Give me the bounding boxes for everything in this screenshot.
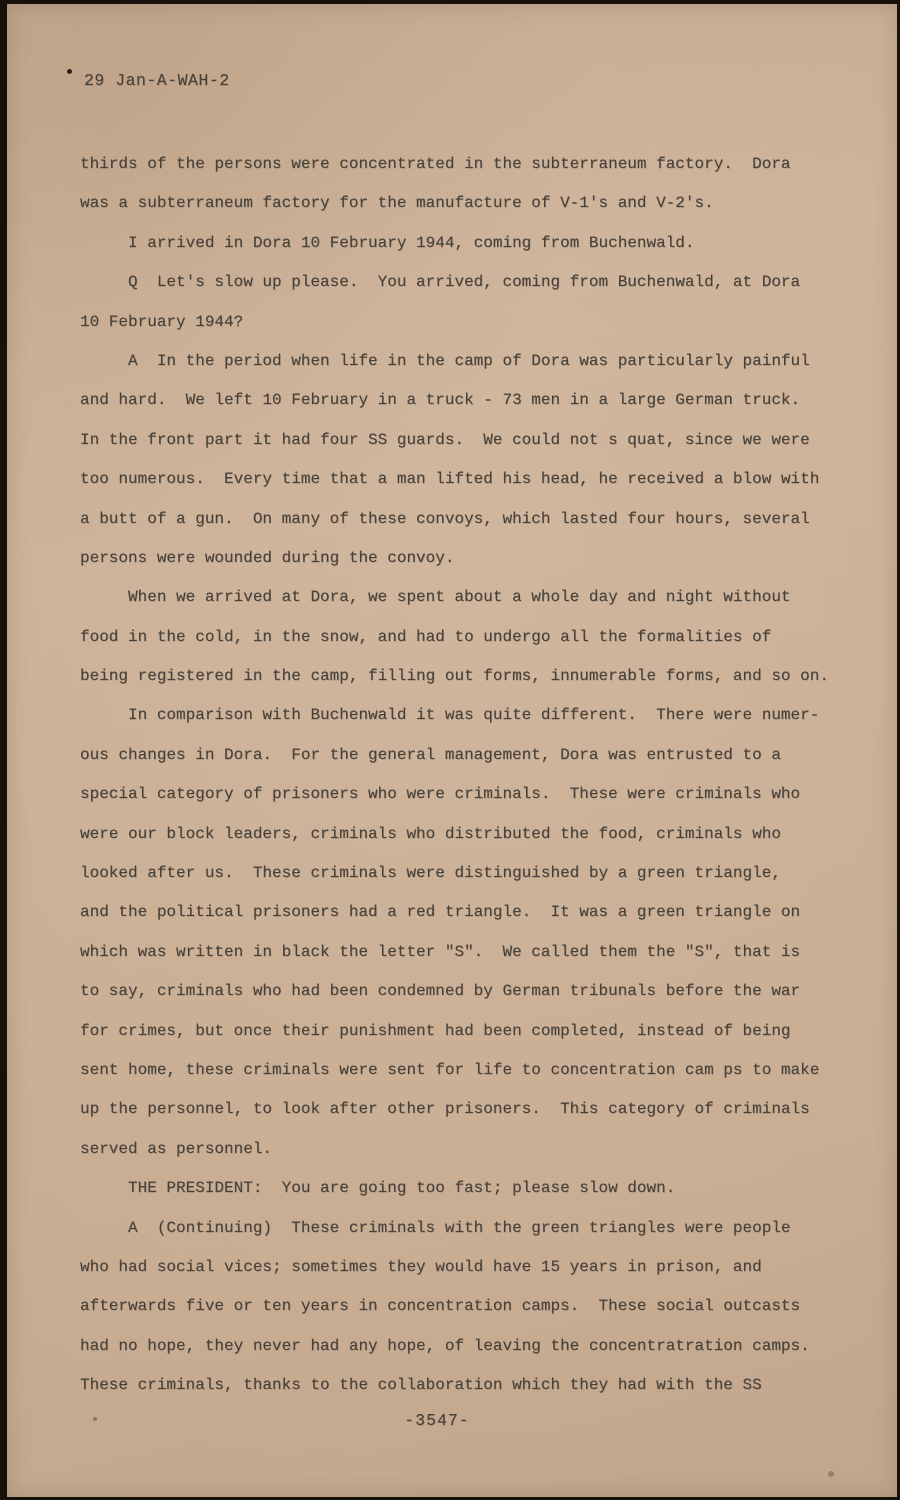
text-line: and the political prisoners had a red triangle. It was a green triangle on bbox=[80, 903, 801, 922]
text-line: food in the cold, in the snow, and had to undergo all the formalities of bbox=[80, 627, 772, 646]
text-line: who had social vices; sometimes they would have 15 years in prison, and bbox=[80, 1257, 762, 1276]
text-line: was a subterraneum factory for the manufacture of V-1's and V-2's. bbox=[80, 194, 714, 213]
text-line: up the personnel, to look after other prisoners. This category of criminals bbox=[80, 1100, 810, 1119]
text-line: persons were wounded during the convoy. bbox=[80, 548, 455, 567]
paper bbox=[7, 4, 897, 1497]
text-line: thirds of the persons were concentrated in the subterraneum factory. Dora bbox=[80, 155, 791, 173]
text-line: a butt of a gun. On many of these convoys, which lasted four hours, several bbox=[80, 509, 810, 528]
text-line: In comparison with Buchenwald it was quite different. There were numer- bbox=[80, 706, 820, 725]
paper-speck bbox=[93, 1417, 97, 1421]
text-line: which was written in black the letter "S". We called them the "S", that is bbox=[80, 942, 801, 961]
text-line: When we arrived at Dora, we spent about a whole day and night without bbox=[80, 588, 791, 607]
text-line: I arrived in Dora 10 February 1944, coming from Buchenwald. bbox=[80, 233, 695, 252]
text-line: too numerous. Every time that a man lifted his head, he received a blow with bbox=[80, 470, 820, 489]
text-line: In the front part it had four SS guards. We could not s quat, since we were bbox=[80, 430, 810, 449]
text-line: A (Continuing) These criminals with the green triangles were people bbox=[80, 1218, 791, 1237]
text-line: for crimes, but once their punishment had been completed, instead of being bbox=[80, 1021, 791, 1040]
text-line: looked after us. These criminals were distinguished by a green triangle, bbox=[80, 864, 781, 883]
text-line: had no hope, they never had any hope, of leaving the concentratration camps. bbox=[80, 1336, 810, 1355]
text-line: served as personnel. bbox=[80, 1139, 273, 1158]
document-body bbox=[80, 145, 870, 1406]
text-line: THE PRESIDENT: You are going too fast; please slow down. bbox=[80, 1179, 676, 1198]
paper-speck bbox=[828, 1471, 834, 1477]
text-line: to say, criminals who had been condemned by German tribunals before the war bbox=[80, 982, 801, 1001]
text-line: were our block leaders, criminals who distributed the food, criminals who bbox=[80, 824, 781, 843]
text-line: sent home, these criminals were sent for life to concentration cam ps to make bbox=[80, 1060, 820, 1079]
text-line: A In the period when life in the camp of Dora was particularly painful bbox=[80, 351, 810, 370]
text-line: being registered in the camp, filling out forms, innumerable forms, and so on. bbox=[80, 667, 829, 686]
paper-speck bbox=[67, 69, 72, 74]
text-line: and hard. We left 10 February in a truck - 73 men in a large German truck. bbox=[80, 391, 801, 410]
text-line: 10 February 1944? bbox=[80, 312, 244, 331]
page-number: -3547- bbox=[404, 1411, 470, 1430]
text-line: afterwards five or ten years in concentration camps. These social outcasts bbox=[80, 1297, 801, 1316]
text-line: special category of prisoners who were criminals. These were criminals who bbox=[80, 785, 801, 804]
text-line: ous changes in Dora. For the general management, Dora was entrusted to a bbox=[80, 745, 781, 764]
text-line: Q Let's slow up please. You arrived, coming from Buchenwald, at Dora bbox=[80, 273, 801, 292]
text-line: These criminals, thanks to the collaboration which they had with the SS bbox=[80, 1376, 762, 1395]
document-header: 29 Jan-A-WAH-2 bbox=[84, 71, 230, 90]
